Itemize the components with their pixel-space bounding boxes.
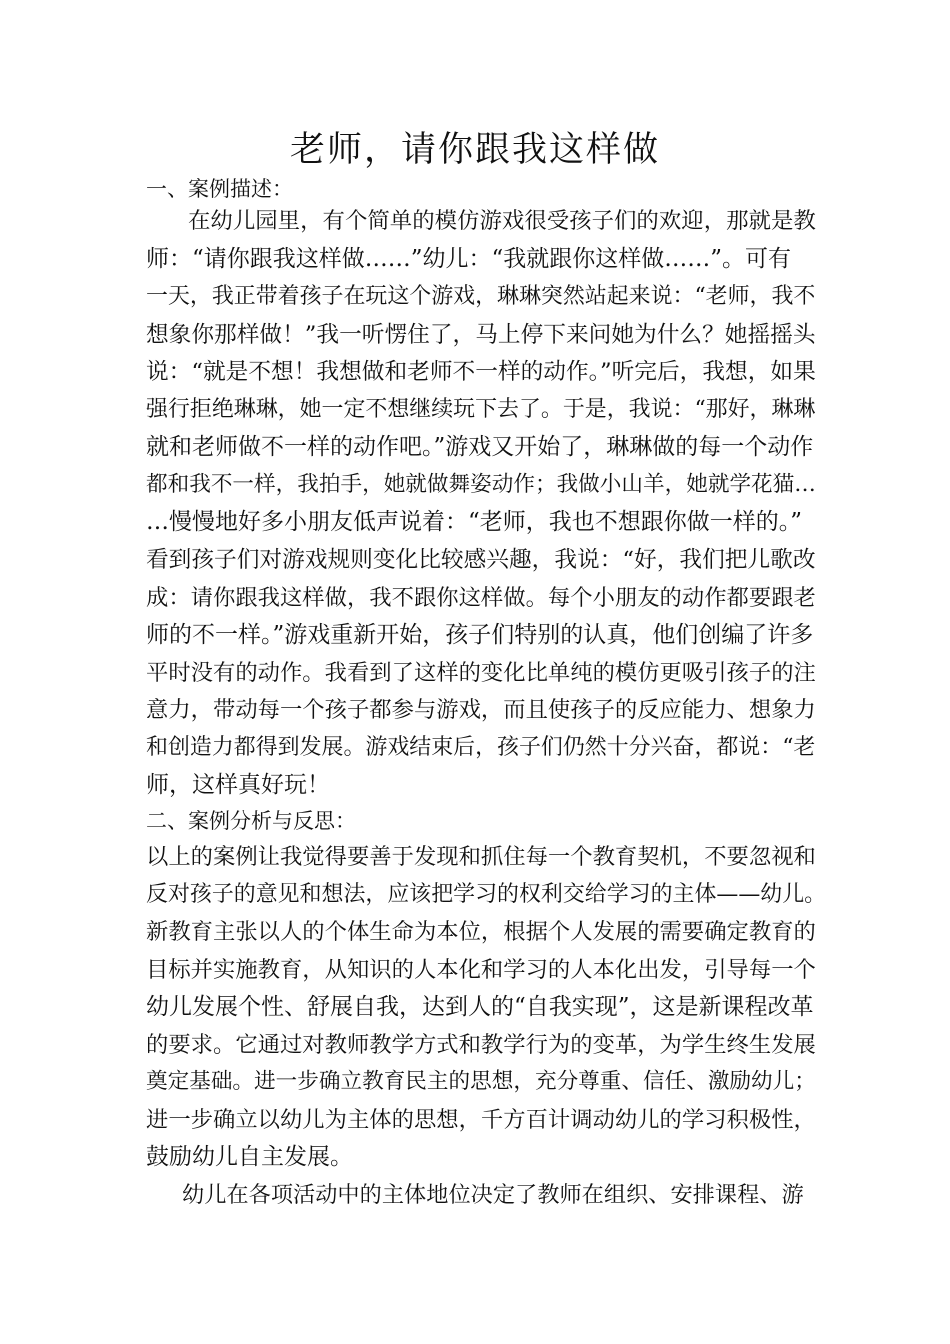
paragraph-line: 目标并实施教育，从知识的人本化和学习的人本化出发，引导每一个 [146, 957, 816, 983]
paragraph-line: 在幼儿园里，有个简单的模仿游戏很受孩子们的欢迎，那就是教 [188, 208, 816, 234]
paragraph-line: 和创造力都得到发展。游戏结束后，孩子们仍然十分兴奋，都说：“老 [146, 735, 816, 760]
paragraph-line: 强行拒绝琳琳，她一定不想继续玩下去了。于是，我说：“那好，琳琳 [146, 397, 816, 422]
paragraph-line: 的要求。它通过对教师教学方式和教学行为的变革，为学生终生发展 [146, 1032, 816, 1058]
section-heading-analysis: 二、案例分析与反思： [146, 809, 356, 833]
paragraph-line: 鼓励幼儿自主发展。 [146, 1144, 353, 1170]
paragraph-line: 幼儿在各项活动中的主体地位决定了教师在组织、安排课程、游 [182, 1182, 804, 1208]
paragraph-line: …慢慢地好多小朋友低声说着：“老师，我也不想跟你做一样的。” [146, 509, 803, 535]
paragraph-line: 以上的案例让我觉得要善于发现和抓住每一个教育契机，不要忽视和 [146, 844, 816, 870]
paragraph-line: 都和我不一样，我拍手，她就做舞姿动作；我做小山羊，她就学花猫… [146, 472, 816, 497]
paragraph-line: 意力，带动每一个孩子都参与游戏，而且使孩子的反应能力、想象力 [146, 697, 816, 723]
paragraph-line: 进一步确立以幼儿为主体的思想，千方百计调动幼儿的学习积极性， [146, 1107, 816, 1133]
paragraph-line: 一天，我正带着孩子在玩这个游戏，琳琳突然站起来说：“老师，我不 [146, 284, 816, 309]
paragraph-line: 想象你那样做！”我一听愣住了，马上停下来问她为什么？她摇摇头 [146, 322, 816, 348]
paragraph-line: 平时没有的动作。我看到了这样的变化比单纯的模仿更吸引孩子的注 [146, 660, 816, 686]
page-title: 老师，请你跟我这样做 [289, 130, 660, 170]
paragraph-line: 师：“请你跟我这样做……”幼儿：“我就跟你这样做……”。可有 [146, 246, 792, 272]
paragraph-line: 新教育主张以人的个体生命为本位，根据个人发展的需要确定教育的 [146, 919, 816, 945]
section-heading-description: 一、案例描述： [146, 177, 293, 201]
paragraph-line: 成：请你跟我这样做，我不跟你这样做。每个小朋友的动作都要跟老 [146, 585, 816, 611]
paragraph-line: 师的不一样。”游戏重新开始，孩子们特别的认真，他们创编了许多 [146, 622, 814, 648]
paragraph-line: 反对孩子的意见和想法，应该把学习的权利交给学习的主体——幼儿。 [146, 882, 827, 907]
paragraph-line: 奠定基础。进一步确立教育民主的思想，充分尊重、信任、激励幼儿； [146, 1069, 816, 1094]
paragraph-line: 说：“就是不想！我想做和老师不一样的动作。”听完后，我想，如果 [146, 359, 816, 385]
paragraph-line: 就和老师做不一样的动作吧。”游戏又开始了，琳琳做的每一个动作 [146, 434, 814, 460]
paragraph-line: 看到孩子们对游戏规则变化比较感兴趣，我说：“好，我们把儿歌改 [146, 547, 816, 573]
paragraph-line: 师，这样真好玩！ [146, 772, 330, 798]
paragraph-line: 幼儿发展个性、舒展自我，达到人的“自我实现”，这是新课程改革 [146, 994, 814, 1020]
